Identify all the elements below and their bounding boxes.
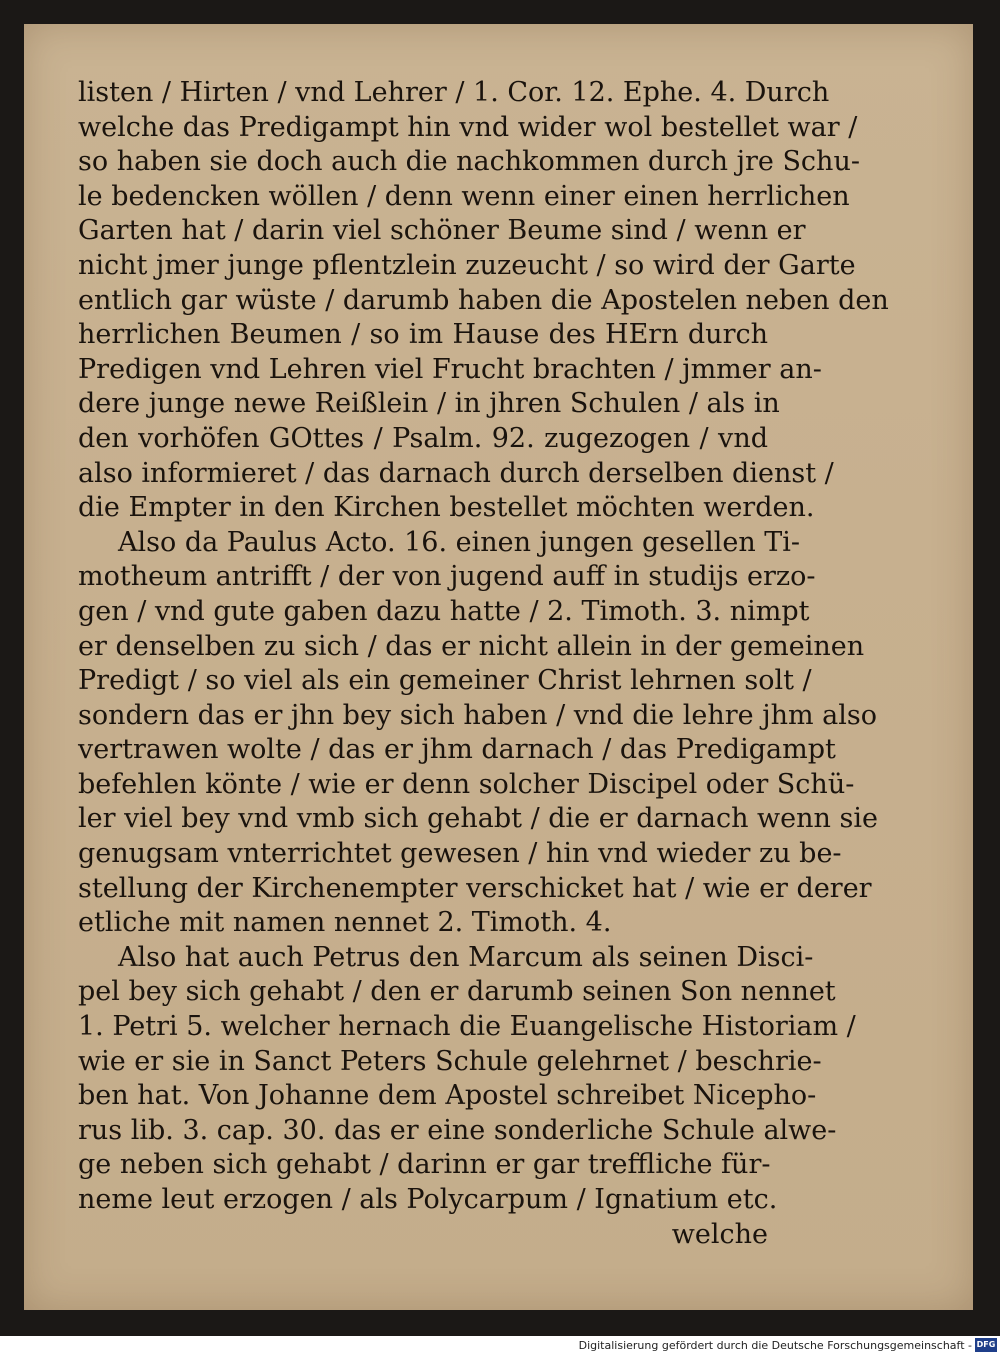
text-line: gen / vnd gute gaben dazu hatte / 2. Timoth. 3. nimpt — [78, 595, 810, 627]
text-line: er denselben zu sich / das er nicht allein in der gemeinen — [78, 630, 865, 662]
text-line: befehlen könte / wie er denn solcher Discipel oder Schü- — [78, 768, 855, 800]
footer-bar — [0, 1336, 1000, 1356]
catchword: welche — [671, 1218, 768, 1250]
text-line: genugsam vnterrichtet gewesen / hin vnd wieder zu be- — [78, 838, 842, 870]
text-line: die Empter in den Kirchen bestellet möchten werden. — [78, 492, 815, 524]
text-line: ge neben sich gehabt / darinn er gar treffliche für- — [78, 1149, 771, 1181]
text-line: herrlichen Beumen / so im Hause des HErn durch — [78, 319, 768, 351]
text-line: Also hat auch Petrus den Marcum als seinen Disci- — [118, 941, 814, 973]
dfg-logo-icon: DFG — [975, 1338, 997, 1352]
text-line: den vorhöfen GOttes / Psalm. 92. zugezogen / vnd — [78, 422, 768, 454]
text-line: ler viel bey vnd vmb sich gehabt / die er darnach wenn sie — [78, 803, 878, 835]
book-page — [24, 24, 973, 1310]
text-line: motheum antrifft / der von jugend auff in studijs erzo- — [78, 561, 816, 593]
text-line: stellung der Kirchenempter verschicket hat / wie er derer — [78, 872, 872, 904]
digitization-credit: Digitalisierung gefördert durch die Deutsche Forschungsgemeinschaft - — [578, 1339, 972, 1352]
page-text-block — [78, 76, 889, 1252]
text-line: wie er sie in Sanct Peters Schule gelehrnet / beschrie- — [78, 1045, 822, 1077]
text-line: Predigt / so viel als ein gemeiner Christ lehrnen solt / — [78, 665, 812, 697]
text-line: 1. Petri 5. welcher hernach die Euangelische Historiam / — [78, 1011, 856, 1043]
text-line: dere junge newe Reißlein / in jhren Schulen / als in — [78, 388, 780, 420]
text-line: listen / Hirten / vnd Lehrer / 1. Cor. 12. Ephe. 4. Durch — [78, 77, 830, 108]
text-line: also informieret / das darnach durch derselben dienst / — [78, 457, 834, 489]
text-line: Also da Paulus Acto. 16. einen jungen gesellen Ti- — [118, 526, 801, 558]
text-line: pel bey sich gehabt / den er darumb seinen Son nennet — [78, 976, 836, 1008]
text-line: sondern das er jhn bey sich haben / vnd die lehre jhm also — [78, 699, 877, 731]
text-line: Garten hat / darin viel schöner Beume sind / wenn er — [78, 215, 806, 247]
text-line: nicht jmer junge pflentzlein zuzeucht / so wird der Garte — [78, 249, 856, 281]
text-line: ben hat. Von Johanne dem Apostel schreibet Nicepho- — [78, 1080, 817, 1112]
text-line: etliche mit namen nennet 2. Timoth. 4. — [78, 907, 612, 939]
text-line: rus lib. 3. cap. 30. das er eine sonderliche Schule alwe- — [78, 1114, 837, 1146]
text-line: Predigen vnd Lehren viel Frucht brachten / jmmer an- — [78, 353, 822, 385]
text-line: le bedencken wöllen / denn wenn einer einen herrlichen — [78, 180, 850, 212]
text-line: vertrawen wolte / das er jhm darnach / das Predigampt — [78, 734, 836, 766]
text-line: neme leut erzogen / als Polycarpum / Ignatium etc. — [78, 1184, 778, 1215]
text-line: welche das Predigampt hin vnd wider wol bestellet war / — [78, 111, 858, 143]
text-line: so haben sie doch auch die nachkommen durch jre Schu- — [78, 146, 860, 178]
text-line: entlich gar wüste / darumb haben die Apostelen neben den — [78, 284, 889, 316]
